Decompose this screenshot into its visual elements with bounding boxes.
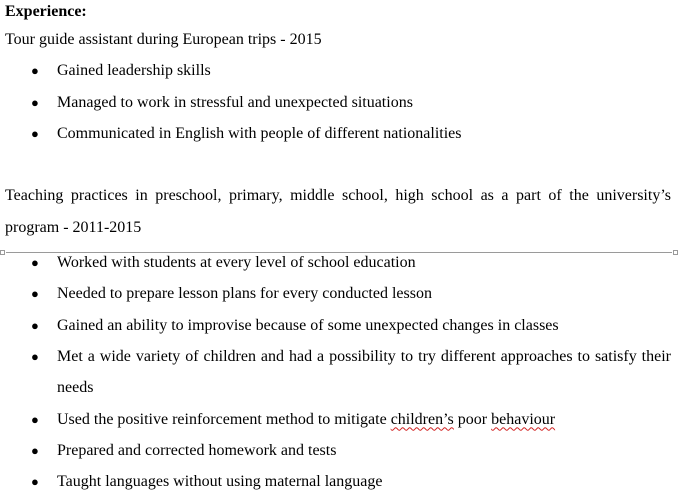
list-item xyxy=(5,404,671,435)
list-item xyxy=(5,341,671,404)
bullet-text: Communicated in English with people of different nationalities xyxy=(57,124,462,142)
bullet-text-part: poor xyxy=(453,410,492,428)
job-title-tour-guide: Tour guide assistant during European trips - 2015 xyxy=(5,31,322,48)
teaching-bullets xyxy=(5,247,671,497)
job-title-teaching: Teaching practices in preschool, primary, middle school, high school as a part of the university’s program - 2011-2015 xyxy=(5,187,671,236)
bullet-icon: ● xyxy=(31,255,39,271)
list-item xyxy=(5,310,671,341)
bullet-text: Gained leadership skills xyxy=(57,62,211,80)
margin-marker-icon xyxy=(0,250,5,255)
list-item xyxy=(5,278,671,309)
bullet-text: Taught languages without using maternal language xyxy=(57,473,383,491)
list-item xyxy=(5,466,671,497)
margin-marker-icon xyxy=(673,250,678,255)
page-break-rule xyxy=(6,252,672,253)
bullet-text: Met a wide variety of children and had a possibility to try different approaches to satisfy their needs xyxy=(57,347,671,397)
spelling-error-word[interactable]: children’s xyxy=(390,410,454,428)
page-break-line xyxy=(0,250,678,256)
bullet-text: Prepared and corrected homework and tests xyxy=(57,441,337,459)
bullet-icon: ● xyxy=(31,317,39,333)
bullet-icon: ● xyxy=(31,94,39,110)
tour-guide-bullets xyxy=(5,55,671,149)
list-item xyxy=(5,118,671,149)
section-heading: Experience: xyxy=(5,3,87,20)
bullet-icon: ● xyxy=(31,474,39,490)
list-item xyxy=(5,87,671,118)
document-body xyxy=(5,0,671,497)
bullet-text: Managed to work in stressful and unexpected situations xyxy=(57,93,413,111)
bullet-icon: ● xyxy=(31,411,39,427)
bullet-text: Needed to prepare lesson plans for every conducted lesson xyxy=(57,285,432,303)
bullet-text xyxy=(57,411,555,428)
spelling-error-word[interactable]: behaviour xyxy=(491,410,556,428)
bullet-text: Gained an ability to improvise because of some unexpected changes in classes xyxy=(57,316,559,334)
bullet-text: Worked with students at every level of school education xyxy=(57,254,416,272)
bullet-text-part: Used the positive reinforcement method to mitigate xyxy=(57,410,391,428)
empty-paragraph xyxy=(5,149,671,180)
list-item xyxy=(5,435,671,466)
bullet-icon: ● xyxy=(31,125,39,141)
bullet-icon: ● xyxy=(31,286,39,302)
bullet-icon: ● xyxy=(31,348,39,364)
list-item xyxy=(5,55,671,86)
bullet-icon: ● xyxy=(31,63,39,79)
bullet-icon: ● xyxy=(31,442,39,458)
